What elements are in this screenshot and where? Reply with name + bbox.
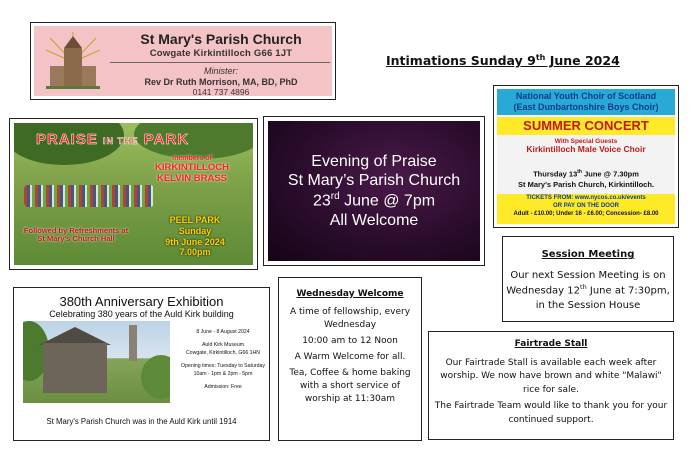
fairtrade-para2: The Fairtrade Team would like to thank you for your continued support. xyxy=(434,401,668,425)
crowd-image xyxy=(24,185,154,207)
summer-concert-poster xyxy=(493,85,679,228)
band-credit: members of KIRKINTILLOCH KELVIN BRASS xyxy=(155,155,229,184)
wednesday-welcome-notice xyxy=(278,277,422,441)
session-line1: Our next Session Meeting is on xyxy=(510,270,666,281)
park-venue-date: PEEL PARK Sunday 9th June 2024 7.00pm xyxy=(165,215,225,258)
church-phone: 0141 737 4896 xyxy=(192,87,250,97)
church-name: St Mary's Parish Church xyxy=(140,31,302,47)
session-line3: in the Session House xyxy=(535,300,641,312)
session-heading: Session Meeting xyxy=(541,249,635,260)
minister-label: Minister: xyxy=(203,66,238,76)
fairtrade-heading: Fairtrade Stall xyxy=(514,339,588,349)
evening-line2: St Mary’s Parish Church xyxy=(287,172,461,190)
praise-title: PRAISE IN THE PARK xyxy=(36,131,190,148)
wednesday-refreshments: Tea, Coffee & home baking with a short service of worship at 11:30am xyxy=(289,368,411,405)
wednesday-welcome: A Warm Welcome for all. xyxy=(294,352,406,363)
minister-name: Rev Dr Ruth Morrison, MA, BD, PhD xyxy=(144,77,298,87)
wednesday-heading: Wednesday Welcome xyxy=(296,289,404,299)
anniversary-title: 380th Anniversary Exhibition xyxy=(59,294,224,309)
church-header xyxy=(30,22,336,100)
exhibition-details: 8 June - 8 August 2024 Auld Kirk Museum Cowgate, Kirkintilloch, G66 1HN Opening times: Tuesday to Saturday 10am - 1pm & 2pm - 5pm Admission: Free xyxy=(181,329,265,391)
concert-date-venue: Thursday 13th June @ 7.30pm St Mary's Parish Church, Kirkintilloch. xyxy=(518,169,654,189)
special-guests: With Special Guests Kirkintilloch Male Voice Choir xyxy=(526,138,646,155)
refreshments-note: Followed by Refreshments at St Mary's Church Hall xyxy=(23,226,129,244)
evening-of-praise-poster xyxy=(263,116,485,266)
wednesday-time: 10:00 am to 12 Noon xyxy=(302,336,398,347)
church-address: Cowgate Kirkintilloch G66 1JT xyxy=(149,48,293,59)
page-title: Intimations Sunday 9th June 2024 xyxy=(386,53,620,69)
session-line2: Wednesday 12th June at 7:30pm, xyxy=(506,283,670,297)
anniversary-caption: St Mary's Parish Church was in the Auld Kirk until 1914 xyxy=(46,417,237,426)
fairtrade-stall-notice xyxy=(428,331,674,440)
evening-line1: Evening of Praise xyxy=(311,152,437,170)
wednesday-line1: A time of fellowship, every Wednesday xyxy=(289,307,411,331)
park-photo xyxy=(14,123,253,265)
ticket-info: TICKETS FROM: www.nycos.co.uk/events OR PAY ON THE DOOR Adult - £10.00; Under 16 - £6.00; Concession- £8.00 xyxy=(497,194,675,224)
church-logo-icon xyxy=(40,30,106,94)
choir-name: National Youth Choir of Scotland (East Dunbartonshire Boys Choir) xyxy=(497,89,675,115)
anniversary-exhibition-notice xyxy=(13,287,270,441)
concert-title: SUMMER CONCERT xyxy=(497,117,675,135)
evening-welcome: All Welcome xyxy=(329,211,419,229)
auld-kirk-photo xyxy=(23,321,170,403)
evening-date: 23rd June @ 7pm xyxy=(312,190,436,210)
anniversary-subtitle: Celebrating 380 years of the Auld Kirk building xyxy=(49,309,234,319)
session-meeting-notice xyxy=(502,236,674,322)
header-divider xyxy=(110,62,330,63)
praise-in-park-poster xyxy=(9,118,258,270)
fairtrade-para1: Our Fairtrade Stall is available each week after worship. We now have brown and white "Malawi" rice for sale. xyxy=(440,357,662,395)
